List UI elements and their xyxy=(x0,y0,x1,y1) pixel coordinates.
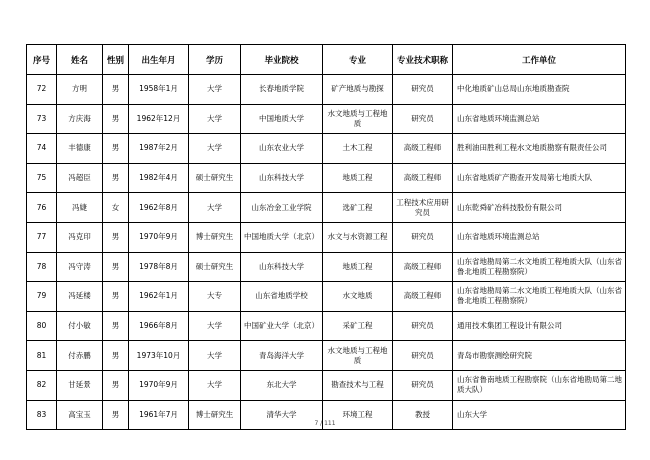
table-cell: 采矿工程 xyxy=(323,311,393,341)
table-cell: 山东省地质矿产勘查开发局第七地质大队 xyxy=(453,163,626,193)
table-cell: 山东农业大学 xyxy=(241,134,323,164)
table-cell: 付小敏 xyxy=(57,311,103,341)
table-body xyxy=(27,75,626,430)
table-cell: 男 xyxy=(103,252,129,282)
table-cell: 博士研究生 xyxy=(189,222,241,252)
table-cell: 1962年1月 xyxy=(129,282,189,312)
table-row xyxy=(27,370,626,400)
table-cell: 77 xyxy=(27,222,57,252)
table-cell: 高级工程师 xyxy=(393,163,453,193)
table-cell: 78 xyxy=(27,252,57,282)
table-cell: 山东大学 xyxy=(453,400,626,430)
table-cell: 大学 xyxy=(189,311,241,341)
table-cell: 79 xyxy=(27,282,57,312)
table-row xyxy=(27,163,626,193)
table-cell: 方庆海 xyxy=(57,104,103,134)
table-cell: 81 xyxy=(27,341,57,371)
table-cell: 1962年8月 xyxy=(129,193,189,223)
table-cell: 研究员 xyxy=(393,222,453,252)
table-cell: 1970年9月 xyxy=(129,222,189,252)
table-cell: 72 xyxy=(27,75,57,105)
table-cell: 青岛市勘察测绘研究院 xyxy=(453,341,626,371)
table-cell: 大学 xyxy=(189,370,241,400)
table-cell: 方明 xyxy=(57,75,103,105)
table-cell: 中国地质大学 xyxy=(241,104,323,134)
table-cell: 中国地质大学（北京） xyxy=(241,222,323,252)
table-cell: 男 xyxy=(103,222,129,252)
table-cell: 1987年2月 xyxy=(129,134,189,164)
table-cell: 甘延景 xyxy=(57,370,103,400)
table-cell: 山东省鲁南地质工程勘察院（山东省地勘局第二地质大队） xyxy=(453,370,626,400)
table-cell: 冯克印 xyxy=(57,222,103,252)
table-cell: 胜利油田胜利工程水文地质勘察有限责任公司 xyxy=(453,134,626,164)
column-header: 专业 xyxy=(323,45,393,75)
table-cell: 1982年4月 xyxy=(129,163,189,193)
table-cell: 矿产地质与勘探 xyxy=(323,75,393,105)
table-cell: 大学 xyxy=(189,75,241,105)
table-cell: 山东省地勘局第二水文地质工程地质大队（山东省鲁北地质工程勘察院） xyxy=(453,252,626,282)
table-row xyxy=(27,252,626,282)
table-cell: 74 xyxy=(27,134,57,164)
table-cell: 80 xyxy=(27,311,57,341)
table-cell: 硕士研究生 xyxy=(189,163,241,193)
table-cell: 山东冶金工业学院 xyxy=(241,193,323,223)
table-cell: 83 xyxy=(27,400,57,430)
table-cell: 1966年8月 xyxy=(129,311,189,341)
table-cell: 地质工程 xyxy=(323,163,393,193)
table-row xyxy=(27,193,626,223)
table-cell: 付赤鹏 xyxy=(57,341,103,371)
table-cell: 水文地质与工程地质 xyxy=(323,104,393,134)
table-cell: 高级工程师 xyxy=(393,282,453,312)
table-row xyxy=(27,222,626,252)
table-cell: 高级工程师 xyxy=(393,252,453,282)
table-cell: 研究员 xyxy=(393,104,453,134)
table-row xyxy=(27,341,626,371)
table-cell: 男 xyxy=(103,341,129,371)
table-cell: 山东省地质学校 xyxy=(241,282,323,312)
table-cell: 冯延楼 xyxy=(57,282,103,312)
column-header: 出生年月 xyxy=(129,45,189,75)
table-cell: 长春地质学院 xyxy=(241,75,323,105)
table-cell: 76 xyxy=(27,193,57,223)
table-cell: 水文地质 xyxy=(323,282,393,312)
table-cell: 地质工程 xyxy=(323,252,393,282)
column-header: 性别 xyxy=(103,45,129,75)
table-cell: 清华大学 xyxy=(241,400,323,430)
column-header: 毕业院校 xyxy=(241,45,323,75)
table-cell: 男 xyxy=(103,104,129,134)
table-row xyxy=(27,75,626,105)
table-row xyxy=(27,282,626,312)
table-cell: 大学 xyxy=(189,134,241,164)
table-cell: 工程技术应用研究员 xyxy=(393,193,453,223)
table-cell: 水文与水资源工程 xyxy=(323,222,393,252)
table-cell: 冯超臣 xyxy=(57,163,103,193)
table-cell: 男 xyxy=(103,134,129,164)
table-cell: 1978年8月 xyxy=(129,252,189,282)
table-cell: 73 xyxy=(27,104,57,134)
table-cell: 高级工程师 xyxy=(393,134,453,164)
table-cell: 1973年10月 xyxy=(129,341,189,371)
column-header: 学历 xyxy=(189,45,241,75)
table-cell: 男 xyxy=(103,163,129,193)
table-row xyxy=(27,104,626,134)
table-cell: 研究员 xyxy=(393,370,453,400)
table-cell: 男 xyxy=(103,311,129,341)
table-cell: 1961年7月 xyxy=(129,400,189,430)
table-row xyxy=(27,134,626,164)
personnel-table xyxy=(26,44,626,430)
table-cell: 选矿工程 xyxy=(323,193,393,223)
table-cell: 研究员 xyxy=(393,341,453,371)
table-cell: 1970年9月 xyxy=(129,370,189,400)
table-cell: 大学 xyxy=(189,193,241,223)
table-cell: 水文地质与工程地质 xyxy=(323,341,393,371)
table-cell: 大学 xyxy=(189,104,241,134)
table-cell: 研究员 xyxy=(393,311,453,341)
column-header: 专业技术职称 xyxy=(393,45,453,75)
table-cell: 82 xyxy=(27,370,57,400)
table-cell: 硕士研究生 xyxy=(189,252,241,282)
table-cell: 山东乾舜矿冶科技股份有限公司 xyxy=(453,193,626,223)
table-cell: 青岛海洋大学 xyxy=(241,341,323,371)
table-cell: 男 xyxy=(103,370,129,400)
table-cell: 教授 xyxy=(393,400,453,430)
table-cell: 山东省地质环境监测总站 xyxy=(453,222,626,252)
table-cell: 中国矿业大学（北京） xyxy=(241,311,323,341)
column-header: 工作单位 xyxy=(453,45,626,75)
table-cell: 环境工程 xyxy=(323,400,393,430)
column-header: 姓名 xyxy=(57,45,103,75)
table-cell: 山东省地勘局第二水文地质工程地质大队（山东省鲁北地质工程勘察院） xyxy=(453,282,626,312)
table-row xyxy=(27,311,626,341)
table-cell: 通用技术集团工程设计有限公司 xyxy=(453,311,626,341)
table-cell: 1958年1月 xyxy=(129,75,189,105)
table-cell: 冯守涛 xyxy=(57,252,103,282)
table-cell: 大学 xyxy=(189,341,241,371)
table-cell: 勘查技术与工程 xyxy=(323,370,393,400)
table-header-row xyxy=(27,45,626,75)
table-cell: 75 xyxy=(27,163,57,193)
table-cell: 高宝玉 xyxy=(57,400,103,430)
table-cell: 中化地质矿山总局山东地质勘查院 xyxy=(453,75,626,105)
table-cell: 女 xyxy=(103,193,129,223)
page-number: 7 / 111 xyxy=(314,420,336,427)
table-cell: 冯婕 xyxy=(57,193,103,223)
table-cell: 博士研究生 xyxy=(189,400,241,430)
table-cell: 研究员 xyxy=(393,75,453,105)
column-header: 序号 xyxy=(27,45,57,75)
table-cell: 男 xyxy=(103,282,129,312)
table-cell: 东北大学 xyxy=(241,370,323,400)
table-cell: 男 xyxy=(103,400,129,430)
table-cell: 丰德康 xyxy=(57,134,103,164)
table-cell: 男 xyxy=(103,75,129,105)
table-cell: 大专 xyxy=(189,282,241,312)
table-cell: 山东科技大学 xyxy=(241,252,323,282)
table-cell: 山东省地质环境监测总站 xyxy=(453,104,626,134)
table-cell: 山东科技大学 xyxy=(241,163,323,193)
table-cell: 土木工程 xyxy=(323,134,393,164)
table-cell: 1962年12月 xyxy=(129,104,189,134)
